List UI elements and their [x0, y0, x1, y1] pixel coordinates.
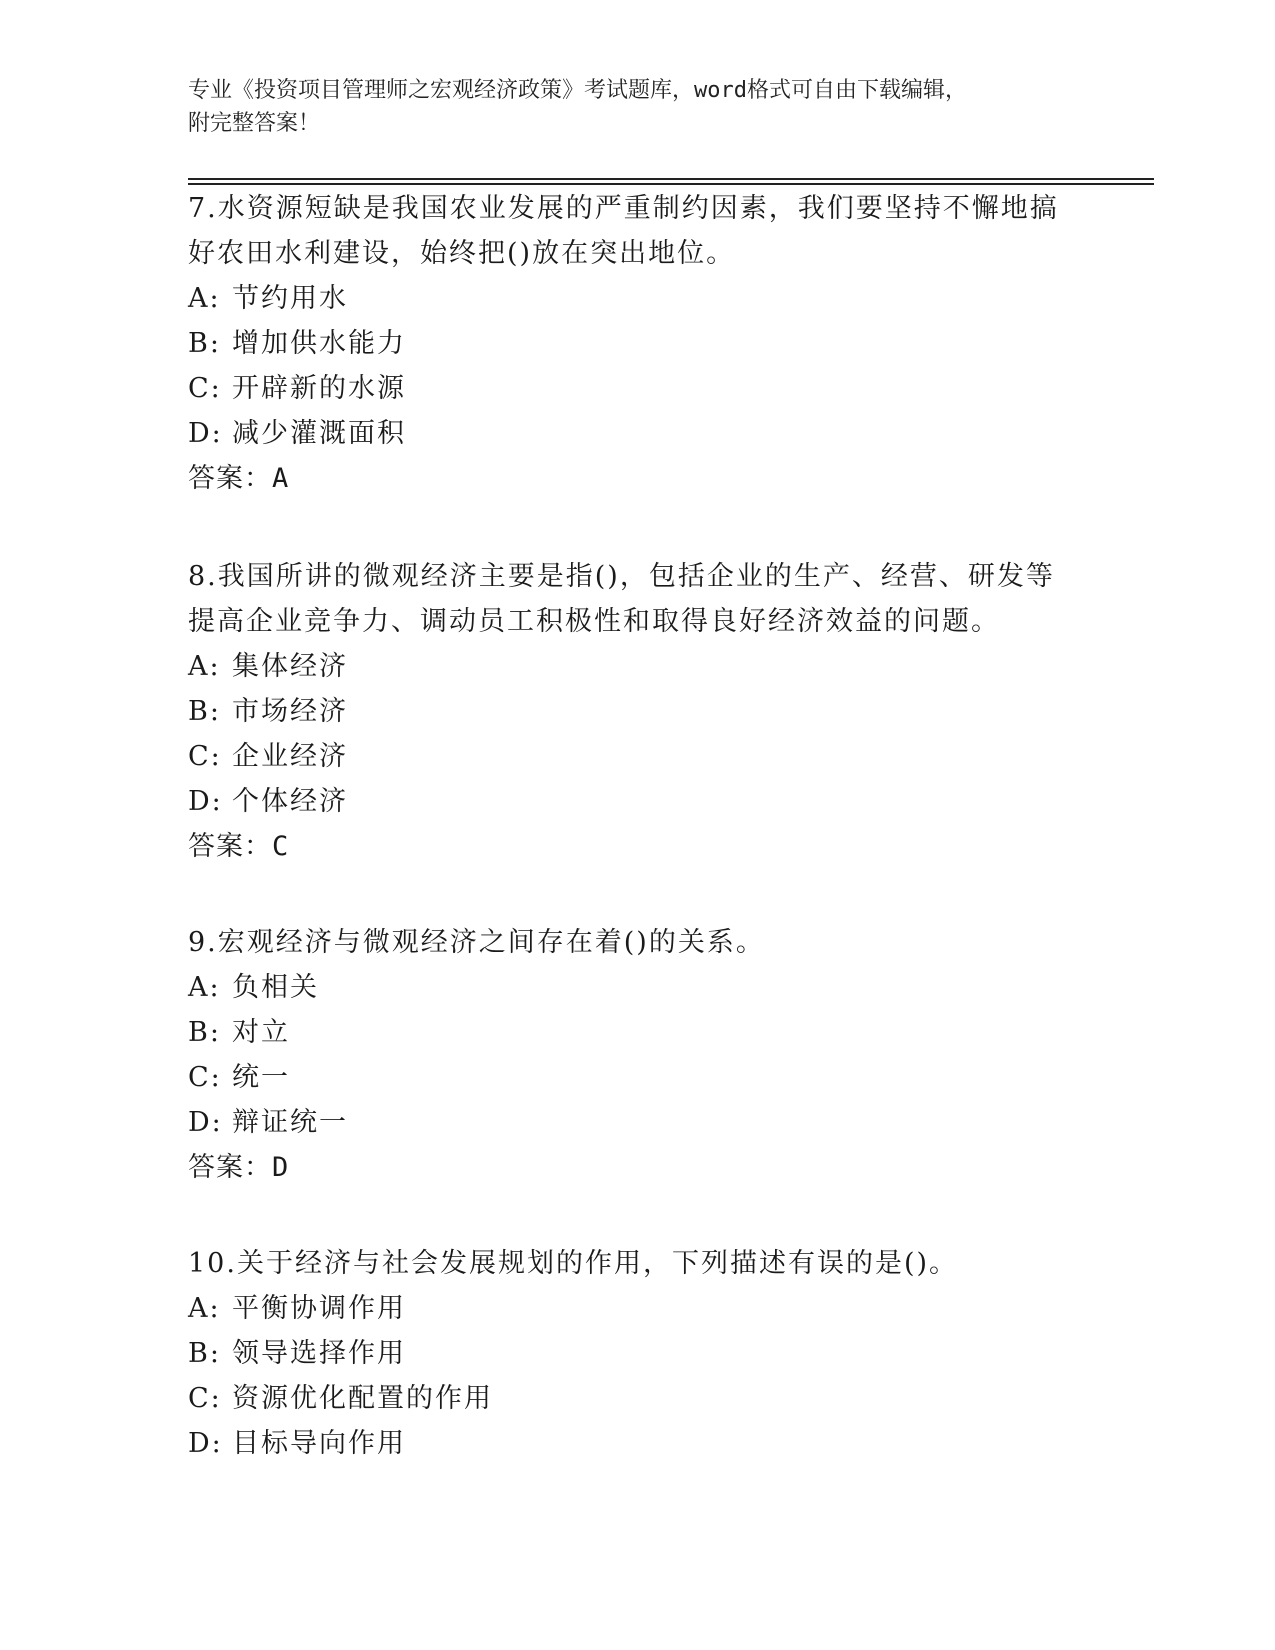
option-letter: C: — [188, 741, 222, 772]
answer-value: D — [272, 1152, 290, 1183]
header-rule-top — [188, 178, 1154, 180]
option-text: 对立 — [232, 1017, 290, 1048]
question-stem-line: 好农田水利建设，始终把()放在突出地位。 — [188, 238, 736, 269]
option-letter: B: — [188, 696, 221, 727]
header-line-2: 附完整答案！ — [188, 111, 321, 136]
option-a — [188, 965, 1068, 1010]
option-text: 市场经济 — [232, 696, 348, 727]
option-text: 集体经济 — [232, 651, 348, 682]
option-c — [188, 1055, 1068, 1100]
question-10 — [188, 1241, 1068, 1466]
option-text: 减少灌溉面积 — [232, 418, 406, 449]
option-letter: C: — [188, 1062, 222, 1093]
option-text: 平衡协调作用 — [232, 1293, 406, 1324]
answer-label: 答案： — [188, 463, 272, 494]
option-letter: B: — [188, 328, 221, 359]
question-stem-line: 10.关于经济与社会发展规划的作用，下列描述有误的是()。 — [188, 1248, 959, 1279]
option-text: 个体经济 — [232, 786, 348, 817]
option-text: 统一 — [232, 1062, 290, 1093]
option-letter: A: — [188, 651, 221, 682]
answer-label: 答案： — [188, 1152, 272, 1183]
option-b — [188, 1010, 1068, 1055]
answer-line — [188, 1145, 1068, 1190]
option-c — [188, 1376, 1068, 1421]
question-stem-line: 9.宏观经济与微观经济之间存在着()的关系。 — [188, 927, 765, 958]
option-letter: D: — [188, 786, 223, 817]
option-letter: A: — [188, 972, 221, 1003]
answer-line — [188, 824, 1068, 869]
option-b — [188, 689, 1068, 734]
answer-line — [188, 456, 1068, 501]
question-stem-line: 7.水资源短缺是我国农业发展的严重制约因素，我们要坚持不懈地搞 — [188, 193, 1059, 224]
option-letter: A: — [188, 283, 221, 314]
option-text: 目标导向作用 — [232, 1428, 406, 1459]
option-text: 负相关 — [232, 972, 319, 1003]
question-stem-line: 提高企业竞争力、调动员工积极性和取得良好经济效益的问题。 — [188, 606, 1000, 637]
option-text: 领导选择作用 — [232, 1338, 406, 1369]
option-letter: B: — [188, 1017, 221, 1048]
document-header — [188, 74, 1068, 140]
question-7 — [188, 186, 1068, 501]
question-stem-line: 8.我国所讲的微观经济主要是指()，包括企业的生产、经营、研发等 — [188, 561, 1055, 592]
option-letter: C: — [188, 1383, 222, 1414]
option-d — [188, 779, 1068, 824]
option-text: 辩证统一 — [232, 1107, 348, 1138]
answer-label: 答案： — [188, 831, 272, 862]
answer-value: A — [272, 463, 290, 494]
option-letter: D: — [188, 1428, 223, 1459]
header-line-1: 专业《投资项目管理师之宏观经济政策》考试题库，word格式可自由下载编辑， — [188, 78, 967, 103]
option-c — [188, 366, 1068, 411]
answer-value: C — [272, 831, 290, 862]
option-text: 开辟新的水源 — [232, 373, 406, 404]
option-letter: A: — [188, 1293, 221, 1324]
option-d — [188, 1100, 1068, 1145]
header-rule-bottom — [188, 183, 1154, 185]
option-b — [188, 1331, 1068, 1376]
option-text: 资源优化配置的作用 — [232, 1383, 493, 1414]
option-text: 增加供水能力 — [232, 328, 406, 359]
option-a — [188, 644, 1068, 689]
option-c — [188, 734, 1068, 779]
option-d — [188, 1421, 1068, 1466]
option-b — [188, 321, 1068, 366]
option-letter: B: — [188, 1338, 221, 1369]
option-a — [188, 1286, 1068, 1331]
option-letter: D: — [188, 418, 223, 449]
question-8 — [188, 554, 1068, 869]
option-letter: D: — [188, 1107, 223, 1138]
option-d — [188, 411, 1068, 456]
option-text: 节约用水 — [232, 283, 348, 314]
option-text: 企业经济 — [232, 741, 348, 772]
option-a — [188, 276, 1068, 321]
option-letter: C: — [188, 373, 222, 404]
question-9 — [188, 920, 1068, 1190]
